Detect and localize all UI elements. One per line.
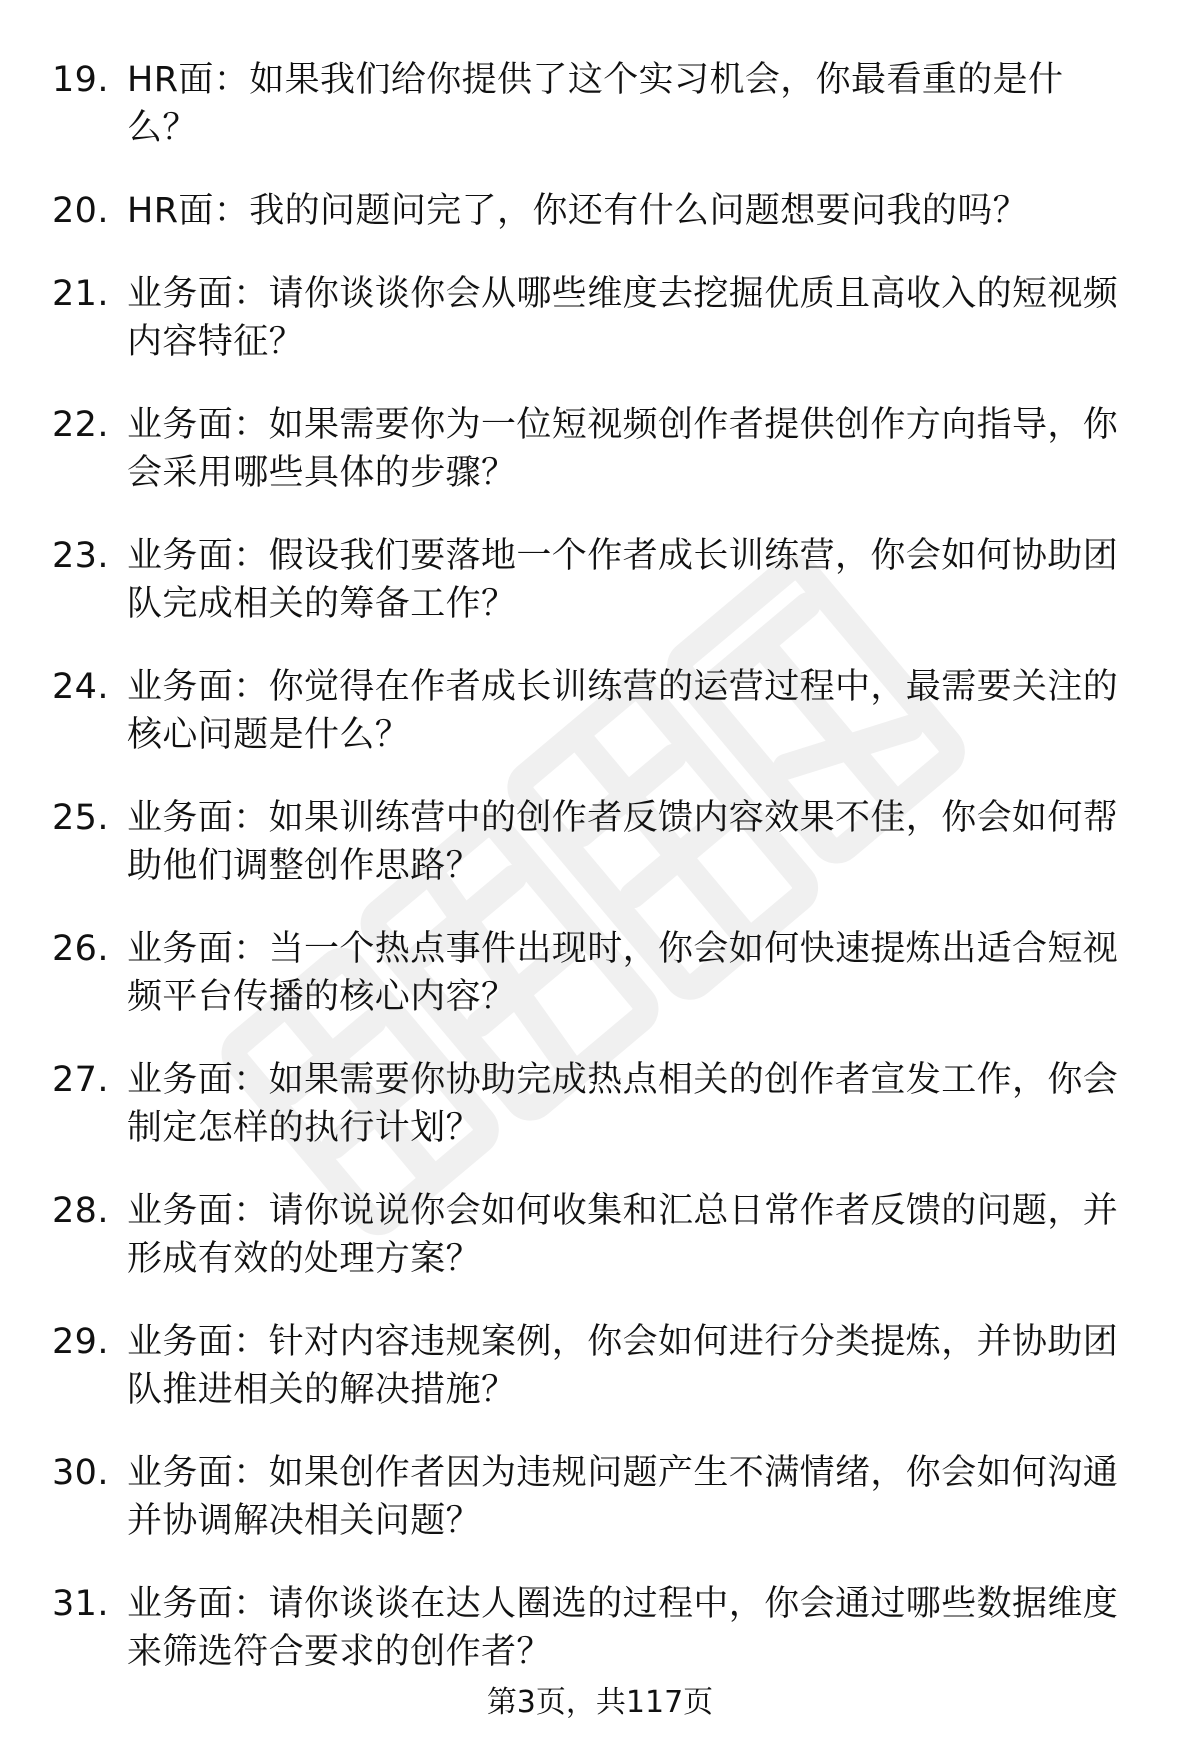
question-item <box>52 663 1132 759</box>
question-number: 26. <box>52 929 109 969</box>
question-item <box>52 532 1132 628</box>
question-number: 30. <box>52 1453 109 1493</box>
question-text: 业务面：如果创作者因为违规问题产生不满情绪，你会如何沟通并协调解决相关问题？ <box>127 1453 1119 1541</box>
question-item <box>52 1056 1132 1152</box>
question-number: 23. <box>52 536 109 576</box>
question-number: 22. <box>52 405 109 445</box>
question-text: 业务面：请你谈谈你会从哪些维度去挖掘优质且高收入的短视频内容特征？ <box>127 274 1119 362</box>
question-text: 业务面：如果训练营中的创作者反馈内容效果不佳，你会如何帮助他们调整创作思路？ <box>127 798 1119 886</box>
question-item <box>52 1580 1132 1676</box>
question-number: 27. <box>52 1060 109 1100</box>
question-number: 20. <box>52 191 109 231</box>
question-text: 业务面：如果需要你为一位短视频创作者提供创作方向指导，你会采用哪些具体的步骤？ <box>127 405 1119 493</box>
question-item <box>52 1318 1132 1414</box>
question-item <box>52 270 1132 366</box>
question-item <box>52 1449 1132 1545</box>
question-item <box>52 401 1132 497</box>
question-text: 业务面：当一个热点事件出现时，你会如何快速提炼出适合短视频平台传播的核心内容？ <box>127 929 1119 1017</box>
question-item <box>52 56 1132 152</box>
question-text: 业务面：你觉得在作者成长训练营的运营过程中，最需要关注的核心问题是什么？ <box>127 667 1119 755</box>
question-number: 31. <box>52 1584 109 1624</box>
page-footer <box>0 1683 1200 1723</box>
question-number: 21. <box>52 274 109 314</box>
question-text: 业务面：请你说说你会如何收集和汇总日常作者反馈的问题，并形成有效的处理方案？ <box>127 1191 1119 1279</box>
question-number: 19. <box>52 60 109 100</box>
question-text: 业务面：假设我们要落地一个作者成长训练营，你会如何协助团队完成相关的筹备工作？ <box>127 536 1119 624</box>
question-text: 业务面：如果需要你协助完成热点相关的创作者宣发工作，你会制定怎样的执行计划？ <box>127 1060 1119 1148</box>
question-text: HR面：我的问题问完了，你还有什么问题想要问我的吗？ <box>127 191 1029 231</box>
question-item <box>52 1187 1132 1283</box>
question-item <box>52 925 1132 1021</box>
question-item <box>52 794 1132 890</box>
question-number: 24. <box>52 667 109 707</box>
question-text: HR面：如果我们给你提供了这个实习机会，你最看重的是什么？ <box>127 60 1064 148</box>
question-number: 29. <box>52 1322 109 1362</box>
question-text: 业务面：请你谈谈在达人圈选的过程中，你会通过哪些数据维度来筛选符合要求的创作者？ <box>127 1584 1119 1672</box>
question-list <box>52 56 1132 1711</box>
question-number: 25. <box>52 798 109 838</box>
question-item <box>52 187 1132 235</box>
question-number: 28. <box>52 1191 109 1231</box>
page-number-label: 第3页，共117页 <box>486 1685 714 1720</box>
question-text: 业务面：针对内容违规案例，你会如何进行分类提炼，并协助团队推进相关的解决措施？ <box>127 1322 1119 1410</box>
